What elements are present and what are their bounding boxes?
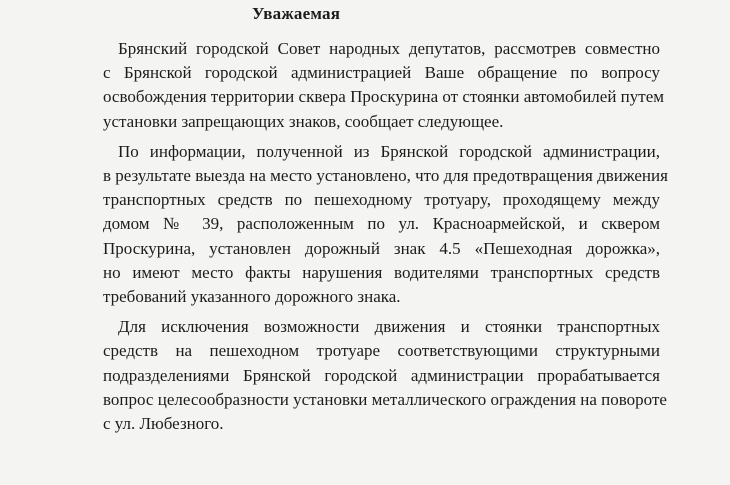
text-line: Для исключения возможности движения и стоянки транспортных <box>118 317 660 337</box>
text-line: средств на пешеходном тротуаре соответствующими структурными <box>103 341 660 361</box>
text-line: требований указанного дорожного знака. <box>103 287 401 307</box>
paragraph-3 <box>88 315 667 436</box>
text-line: подразделениями Брянской городской администрации прорабатывается <box>103 365 660 385</box>
letter-body <box>88 37 668 442</box>
text-line: По информации, полученной из Брянской городской администрации, <box>118 141 660 161</box>
text-line: вопрос целесообразности установки металлического ограждения на повороте <box>103 389 667 409</box>
text-line: Брянский городской Совет народных депутатов, рассмотрев совместно <box>118 39 660 58</box>
salutation-heading: Уважаемая <box>252 4 341 23</box>
text-line: освобождения территории сквера Проскурина от стоянки автомобилей путем <box>103 87 665 107</box>
text-line: но имеют место факты нарушения водителями транспортных средств <box>103 262 660 282</box>
paragraph-2 <box>88 140 668 309</box>
text-line: с ул. Любезного. <box>103 414 224 434</box>
text-line: домом № 39, расположенным по ул. Красноармейской, и сквером <box>103 214 660 234</box>
text-line: установки запрещающих знаков, сообщает следующее. <box>103 111 504 131</box>
text-line: транспортных средств по пешеходному тротуару, проходящему между <box>103 190 660 210</box>
paragraph-1 <box>88 37 665 134</box>
text-line: Проскурина, установлен дорожный знак 4.5 «Пешеходная дорожка», <box>103 238 660 258</box>
text-line: с Брянской городской администрацией Ваше обращение по вопросу <box>103 63 660 83</box>
text-line: в результате выезда на место установлено, что для предотвращения движения <box>103 166 668 186</box>
